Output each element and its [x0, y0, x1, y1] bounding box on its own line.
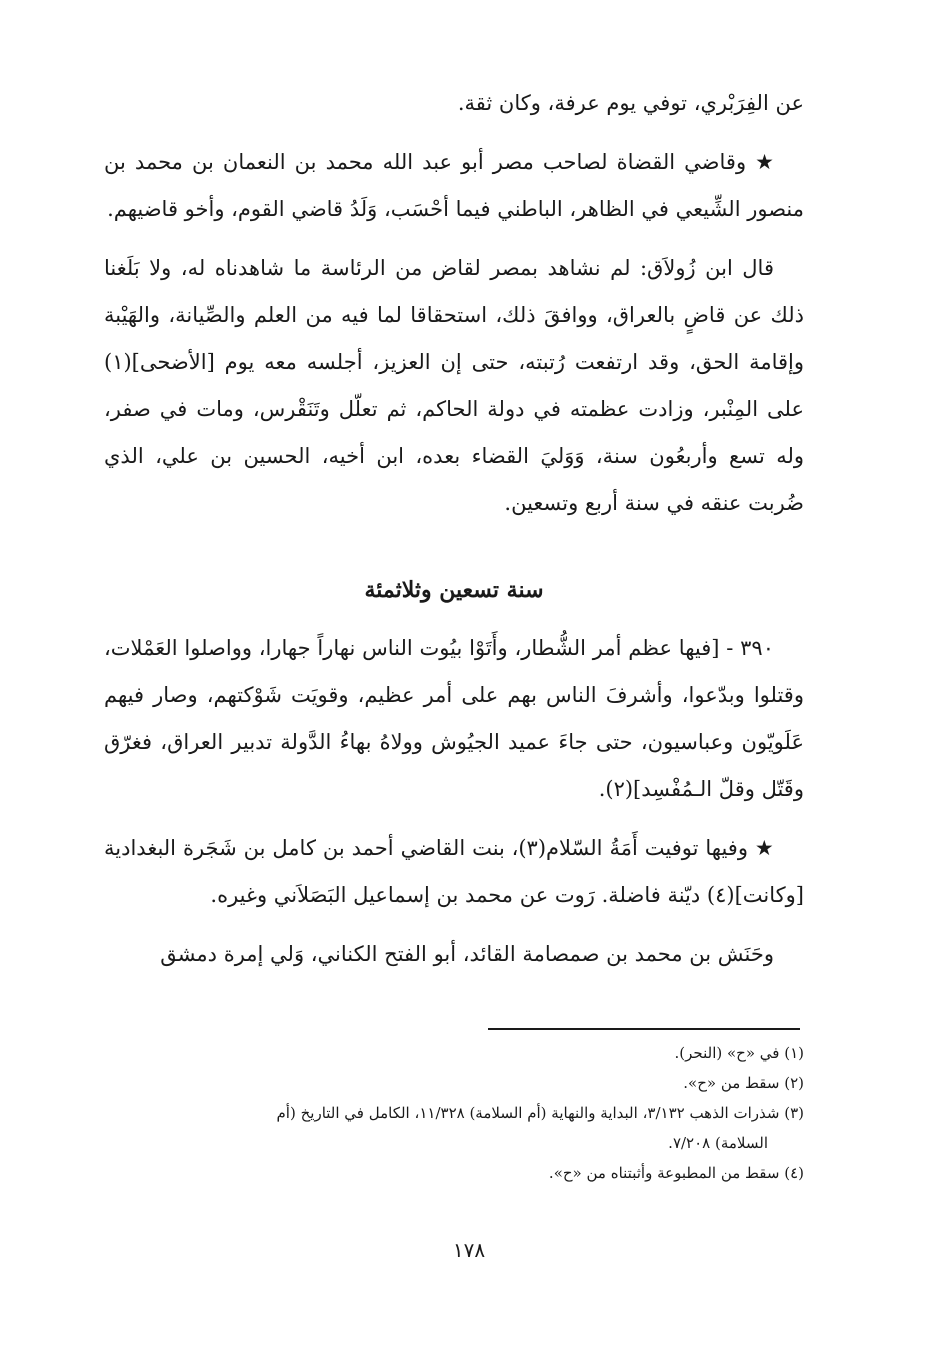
paragraph-6: وحَنَش بن محمد بن صمصامة القائد، أبو الفتح الكناني، وَلي إمرة دمشق — [160, 942, 774, 966]
paragraph-2: ★ وقاضي القضاة لصاحب مصر أبو عبد الله محمد بن النعمان بن محمد بن منصور الشِّيعي في الظاهر، الباطني فيما أحْسَب، وَلَدُ قاضي القوم، وأخو قاضيهم. — [104, 150, 804, 221]
paragraph-3: قال ابن زُولاَق: لم نشاهد بمصر لقاض من الرئاسة ما شاهدناه له، ولا بَلَغنا ذلك عن قاضٍ بالعراق، ووافقَ ذلك، استحقاقا لما فيه من العلم والصِّيانة، والهَيْبة وإقامة الحق، وقد ارتفعت رُتبته، حتى إن العزيز، أجلسه معه يوم [الأضحى](١) على المِنْبر، وزادت عظمته في دولة الحاكم، ثم تعلّل وتَنَقْرس، ومات في صفر، وله تسع وأربعُون سنة، وَوَليَ القضاء بعده، ابن أخيه، الحسين بن علي، الذي ضُربت عنقه في سنة أربع وتسعين. — [104, 256, 804, 515]
footnote-3-continued: السلامة) ٧/٢٠٨. — [668, 1134, 768, 1152]
paragraph-5: ★ وفيها توفيت أَمَةُ السّلام(٣)، بنت القاضي أحمد بن كامل بن شَجَرة البغدادية [وكانت](٤) ديّنة فاضلة. رَوت عن محمد بن إسماعيل البَصَلاَني وغيره. — [104, 836, 804, 907]
footnote-3: (٣) شذرات الذهب ٣/١٣٢، البداية والنهاية (أم السلامة) ١١/٣٢٨، الكامل في التاريخ (أم — [276, 1104, 804, 1122]
footnote-4: (٤) سقط من المطبوعة وأثبتناه من «ح». — [548, 1164, 804, 1182]
paragraph-4: ٣٩٠ - [فيها عظم أمر الشُّطار، وأَتَوْا بيُوت الناس نهاراً جهارا، وواصلوا العَمْلات، وقتلوا وبدّعوا، وأشرفَ الناس بهم على أمر عظيم، وقويَت شَوْكتهم، وصار فيهم عَلَويّون وعباسيون، حتى جاءَ عميد الجيُوش وولاهُ بهاءُ الدَّولة تدبير العراق، فغرّق وقَتّل وقلّ الـمُفْسِد](٢). — [104, 636, 804, 801]
paragraph-1: عن الفِرَبْري، توفي يوم عرفة، وكان ثقة. — [457, 91, 804, 115]
page-number: ١٧٨ — [452, 1238, 486, 1262]
footnote-separator — [488, 1028, 800, 1030]
section-heading: سنة تسعين وثلاثمئة — [364, 577, 544, 603]
main-text-top — [104, 80, 804, 527]
main-text-bottom — [104, 625, 804, 978]
footnote-2: (٢) سقط من «ح». — [683, 1074, 804, 1092]
footnotes — [104, 1038, 804, 1188]
footnote-1: (١) في «ح» (النحر). — [674, 1044, 804, 1062]
